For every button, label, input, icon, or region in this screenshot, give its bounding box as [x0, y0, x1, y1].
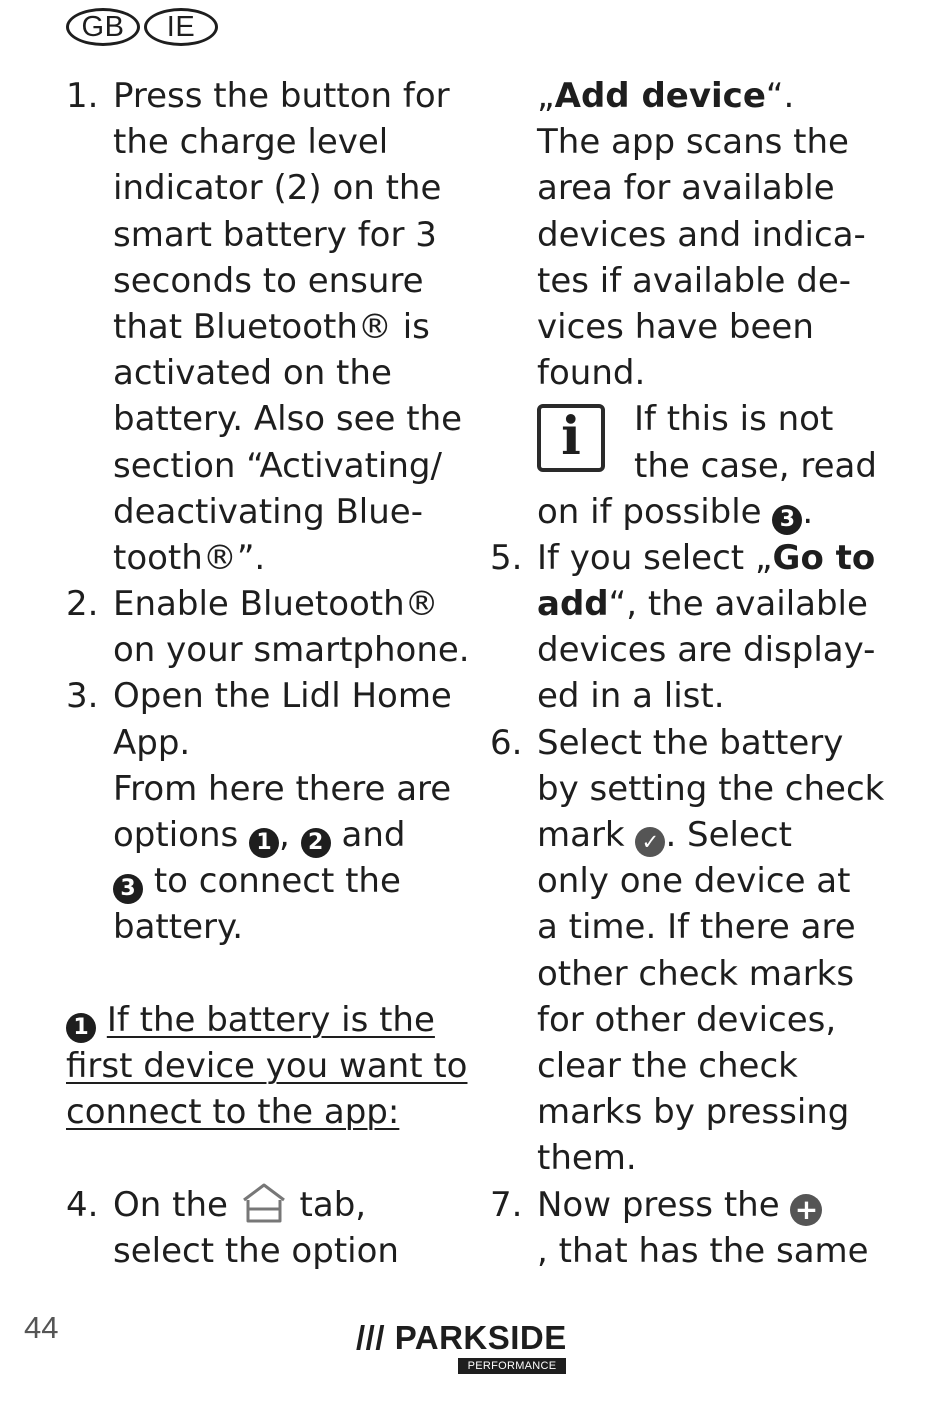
step-text-line: , that has the same: [537, 1230, 869, 1271]
step-number: 2.: [66, 584, 99, 625]
home-icon: [239, 1182, 289, 1224]
go-to-add-label: Go to: [772, 537, 876, 578]
step-text-line: deactivating Blue-: [113, 491, 423, 532]
step-text-line: battery. Also see the: [113, 399, 463, 440]
quote-open: „: [537, 76, 555, 116]
step-number: 3.: [66, 676, 99, 717]
step-text-line: battery.: [113, 907, 244, 948]
left-column: [66, 73, 470, 1274]
step-text: . Select: [665, 815, 792, 855]
circled-one-icon: 1: [66, 1013, 96, 1043]
step-text-line: that Bluetooth® is: [113, 306, 430, 347]
step-text-line: a time. If there are: [537, 907, 856, 948]
step-text-line: clear the check: [537, 1045, 798, 1086]
logo-brand: PARKSIDE: [394, 1319, 567, 1356]
add-device-line: [490, 73, 890, 119]
step-text-line: The app scans the: [537, 122, 849, 163]
step-text-line: vices have been: [537, 306, 814, 347]
step-text-line: seconds to ensure: [113, 260, 424, 301]
plus-circle-icon: +: [790, 1194, 822, 1226]
logo-marks: ///: [356, 1319, 386, 1356]
step-text-line: by setting the check: [537, 768, 885, 809]
info-text-line: the case, read: [634, 445, 877, 486]
heading-line: first device you want to: [66, 1045, 468, 1086]
heading-line: connect to the app:: [66, 1092, 400, 1133]
step-number: 7.: [490, 1184, 523, 1225]
step-text-line: Open the Lidl Home: [113, 676, 452, 717]
step-text-line: section “Activating/: [113, 445, 442, 486]
quote-close: “.: [765, 76, 795, 116]
options-and: and: [341, 815, 406, 855]
step-text-line: Select the battery: [537, 722, 844, 763]
info-text-line: on if possible 3 .: [490, 489, 890, 535]
step-text-line: marks by pressing: [537, 1092, 850, 1133]
circled-two-icon: 2: [301, 828, 331, 858]
step-text-line: the charge level: [113, 122, 389, 163]
info-note: [490, 396, 890, 535]
heading-line: If the battery is the: [106, 999, 435, 1040]
options-text: options: [113, 815, 239, 855]
step-2: [66, 581, 470, 673]
step-text: tab,: [299, 1184, 367, 1225]
step-text: On the: [113, 1184, 228, 1225]
step-text-line: activated on the: [113, 353, 392, 394]
info-text-line: If this is not: [634, 399, 834, 440]
step-text-line: only one device at: [537, 861, 851, 902]
step-text-line: devices and indica-: [537, 214, 866, 255]
step-text-line: Press the button for: [113, 76, 450, 116]
check-circle-icon: ✓: [635, 827, 665, 857]
step-number: 1.: [66, 76, 99, 116]
step-text-line: ed in a list.: [537, 676, 725, 717]
country-badge-gb: GB: [66, 8, 140, 46]
options-comma: ,: [279, 815, 290, 855]
step-number: 5.: [490, 537, 523, 578]
add-device-label: Add device: [554, 76, 766, 116]
options-line: [66, 812, 466, 858]
step-text-line: tooth®”.: [113, 537, 266, 578]
step-text-line: tes if available de-: [537, 260, 852, 301]
step-text-line: smart battery for 3: [113, 214, 437, 255]
option-1-heading: [66, 997, 466, 1136]
step-text-line: area for available: [537, 168, 835, 209]
step-text-line: devices are display-: [537, 630, 876, 671]
step-text-line: other check marks: [537, 953, 855, 994]
step-text-line: for other devices,: [537, 999, 837, 1040]
circled-three-icon: 3: [113, 874, 143, 904]
step-text-line: From here there are: [113, 768, 452, 809]
step-text-line: App.: [113, 722, 191, 763]
country-badges: [66, 8, 218, 46]
step-text-line: on your smartphone.: [113, 630, 470, 671]
info-text: on if possible: [537, 491, 762, 532]
step-text: If you select „: [537, 537, 773, 578]
step-text-line: them.: [537, 1138, 637, 1179]
step-text-line: found.: [537, 353, 646, 394]
page-number: 44: [24, 1310, 59, 1345]
step-text-line: indicator (2) on the: [113, 168, 442, 209]
circled-three-icon: 3: [772, 505, 802, 535]
step-text: Now press the: [537, 1184, 780, 1225]
logo-subtitle: PERFORMANCE: [458, 1358, 566, 1374]
step-4: [66, 1182, 466, 1274]
country-badge-ie: IE: [144, 8, 218, 46]
go-to-add-label: add: [537, 584, 609, 625]
info-icon: i: [537, 404, 605, 472]
step-text: “, the available: [608, 584, 868, 625]
step-7: [490, 1182, 890, 1274]
connect-text: to connect the: [153, 861, 401, 902]
mark-line: [490, 812, 890, 858]
connect-line: [66, 858, 466, 904]
step-number: 6.: [490, 722, 523, 763]
circled-one-icon: 1: [249, 828, 279, 858]
step-3: [66, 673, 466, 950]
step-text-line: Enable Bluetooth®: [113, 584, 439, 625]
parkside-logo: [356, 1319, 567, 1372]
right-column: [490, 73, 890, 1274]
step-text-line: select the option: [113, 1230, 399, 1271]
step-text-line: [490, 581, 890, 627]
step-1: [66, 73, 466, 581]
step-5: [490, 535, 890, 720]
step-text: mark: [537, 815, 625, 855]
step-number: 4.: [66, 1184, 99, 1225]
step-6: [490, 720, 890, 1182]
